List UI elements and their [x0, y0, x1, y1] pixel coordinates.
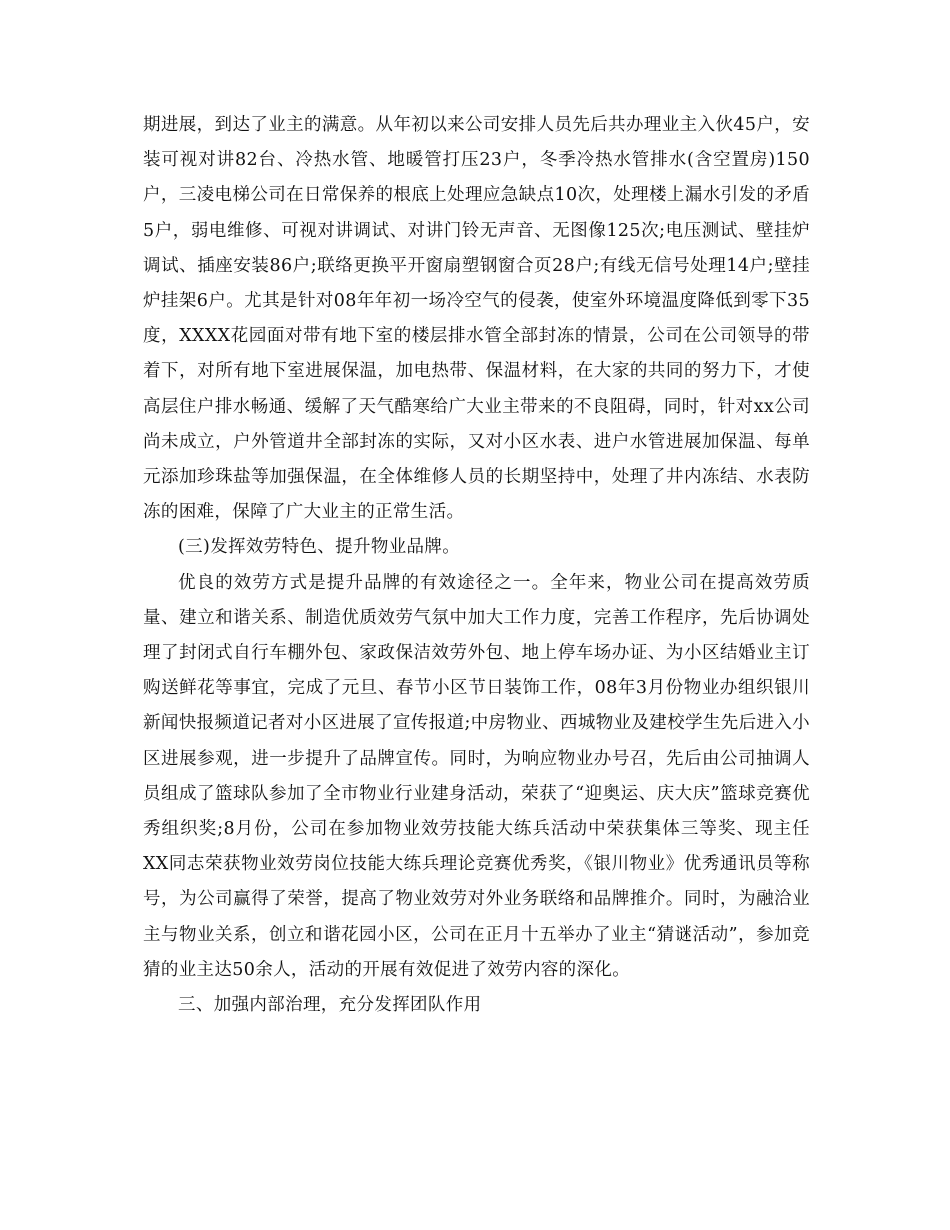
document-body	[143, 108, 810, 1023]
section-heading-service-brand: (三)发挥效劳特色、提升物业品牌。	[178, 537, 461, 558]
section-heading-internal-management: 三、加强内部治理，充分发挥团队作用	[178, 995, 482, 1016]
paragraph-service-quality: 优良的效劳方式是提升品牌的有效途径之一。全年来，物业公司在提高效劳质量、建立和谐关系、制造优质效劳气氛中加大工作力度，完善工作程序，先后协调处理了封闭式自行车棚外包、家政保洁效劳外包、地上停车场办证、为小区结婚业主订购送鲜花等事宜，完成了元旦、春节小区节日装饰工作，08年3月份物业办组织银川新闻快报频道记者对小区进展了宣传报道;中房物业、西城物业及建校学生先后进入小区进展参观，进一步提升了品牌宣传。同时，为响应物业办号召，先后由公司抽调人员组成了篮球队参加了全市物业行业建身活动，荣获了“迎奥运、庆大庆”篮球竞赛优秀组织奖;8月份，公司在参加物业效劳技能大练兵活动中荣获集体三等奖、现主任XX同志荣获物业效劳岗位技能大练兵理论竞赛优秀奖，《银川物业》优秀通讯员等称号，为公司赢得了荣誉，提高了物业效劳对外业务联络和品牌推介。同时，为融洽业主与物业关系，创立和谐花园小区，公司在正月十五举办了业主“猜谜活动”，参加竞猜的业主达50余人，活动的开展有效促进了效劳内容的深化。	[143, 572, 810, 980]
paragraph-continuation: 期进展，到达了业主的满意。从年初以来公司安排人员先后共办理业主入伙45户，安装可视对讲82台、冷热水管、地暖管打压23户，冬季冷热水管排水(含空置房)150户，三凌电梯公司在日常保养的根底上处理应急缺点10次，处理楼上漏水引发的矛盾5户，弱电维修、可视对讲调试、对讲门铃无声音、无图像125次;电压测试、壁挂炉调试、插座安装86户;联络更换平开窗扇塑钢窗合页28户;有线无信号处理14户;壁挂炉挂架6户。尤其是针对08年年初一场冷空气的侵袭，使室外环境温度降低到零下35度，XXXX花园面对带有地下室的楼层排水管全部封冻的情景，公司在公司领导的带着下，对所有地下室进展保温，加电热带、保温材料，在大家的共同的努力下，才使高层住户排水畅通、缓解了天气酷寒给广大业主带来的不良阻碍，同时，针对xx公司尚未成立，户外管道井全部封冻的实际，又对小区水表、进户水管进展加保温、每单元添加珍珠盐等加强保温，在全体维修人员的长期坚持中，处理了井内冻结、水表防冻的困难，保障了广大业主的正常生活。	[143, 115, 810, 523]
